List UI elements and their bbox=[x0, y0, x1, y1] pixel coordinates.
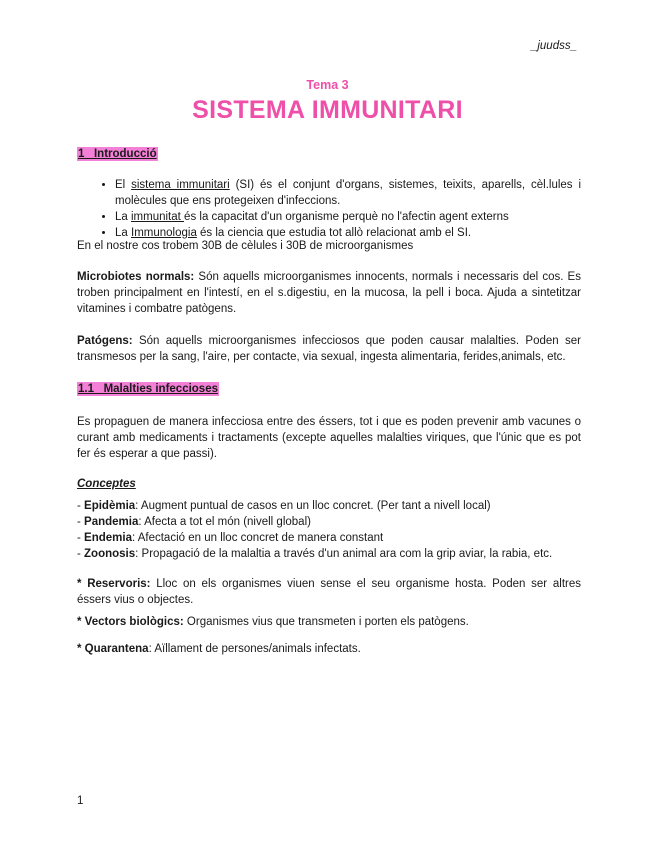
concept-item: - Epidèmia: Augment puntual de casos en un lloc concret. (Per tant a nivell local) bbox=[77, 500, 491, 512]
bullet-item: • La immunitat és la capacitat d'un organisme perquè no l'afectin agent externs bbox=[115, 209, 581, 225]
concepts-list bbox=[77, 498, 581, 562]
concept-item: - Pandemia: Afecta a tot el món (nivell global) bbox=[77, 516, 311, 528]
quarantena-paragraph: * Quarantena: Aïllament de persones/animals infectats. bbox=[77, 643, 361, 655]
malalties-paragraph: Es propaguen de manera infecciosa entre des éssers, tot i que es poden prevenir amb vacunes o curant amb medicaments i tractaments (excepte aquelles malalties viriques, que l'únic que es pot fer és esperar a que passi). bbox=[77, 416, 581, 460]
quarantena-label: * Quarantena bbox=[77, 643, 149, 655]
topic-number: Tema 3 bbox=[306, 78, 349, 92]
term-immunitat: immunitat bbox=[131, 211, 185, 223]
concepts-title: Conceptes bbox=[77, 478, 136, 490]
reservoris-paragraph: * Reservoris: Lloc on els organismes viuen sense el seu organisme hosta. Poden ser altres éssers vius o objectes. bbox=[77, 578, 581, 606]
section-1-heading-wrap bbox=[77, 146, 581, 162]
intro-bullet-list bbox=[77, 177, 581, 241]
patogens-label: Patógens: bbox=[77, 335, 133, 347]
concept-item: - Endemia: Afectació en un lloc concret de manera constant bbox=[77, 532, 384, 544]
intro-note: En el nostre cos trobem 30B de cèlules i 30B de microorganismes bbox=[77, 240, 414, 252]
bullet-item: • La Immunologia és la ciencia que estudia tot allò relacionat amb el SI. bbox=[115, 225, 581, 241]
section-1-1-heading: 1.1_ Malalties infeccioses bbox=[78, 383, 218, 395]
microbiotes-label: Microbiotes normals: bbox=[77, 271, 195, 283]
vectors-paragraph: * Vectors biològics: Organismes vius que transmeten i porten els patògens. bbox=[77, 616, 469, 628]
reservoris-label: * Reservoris: bbox=[77, 578, 151, 590]
concept-item: - Zoonosis: Propagació de la malaltia a través d'un animal ara com la grip aviar, la rabia, etc. bbox=[77, 548, 553, 560]
bullet-item: • El sistema immunitari (SI) és el conjunt d'organs, sistemes, teixits, aparells, cèl.lules i molècules que ens protegeixen d'infeccions. bbox=[115, 177, 581, 209]
microbiotes-paragraph: Microbiotes normals: Són aquells microorganismes innocents, normals i necessaris del cos. Es troben principalment en l'intestí, en el s.digestiu, en la mucosa, la pell i boca. Ajuda a sintetitzar vitamines i combatre patògens. bbox=[77, 271, 581, 315]
term-immunologia: Immunologia bbox=[131, 227, 197, 239]
term-sistema-immunitari: sistema immunitari bbox=[131, 179, 230, 191]
vectors-label: * Vectors biològics: bbox=[77, 616, 184, 628]
author-tag: _juudss_ bbox=[530, 40, 577, 52]
document-title: SISTEMA IMMUNITARI bbox=[192, 96, 463, 124]
section-1-1-heading-wrap bbox=[77, 381, 581, 397]
patogens-paragraph: Patógens: Són aquells microorganismes infecciosos que poden causar malalties. Poden ser transmesos per la sang, l'aire, per contacte, via sexual, ingesta alimentaria, ferides,animals, etc. bbox=[77, 335, 581, 363]
section-1-heading: 1_ Introducció bbox=[78, 148, 157, 160]
page-number: 1 bbox=[77, 795, 84, 807]
